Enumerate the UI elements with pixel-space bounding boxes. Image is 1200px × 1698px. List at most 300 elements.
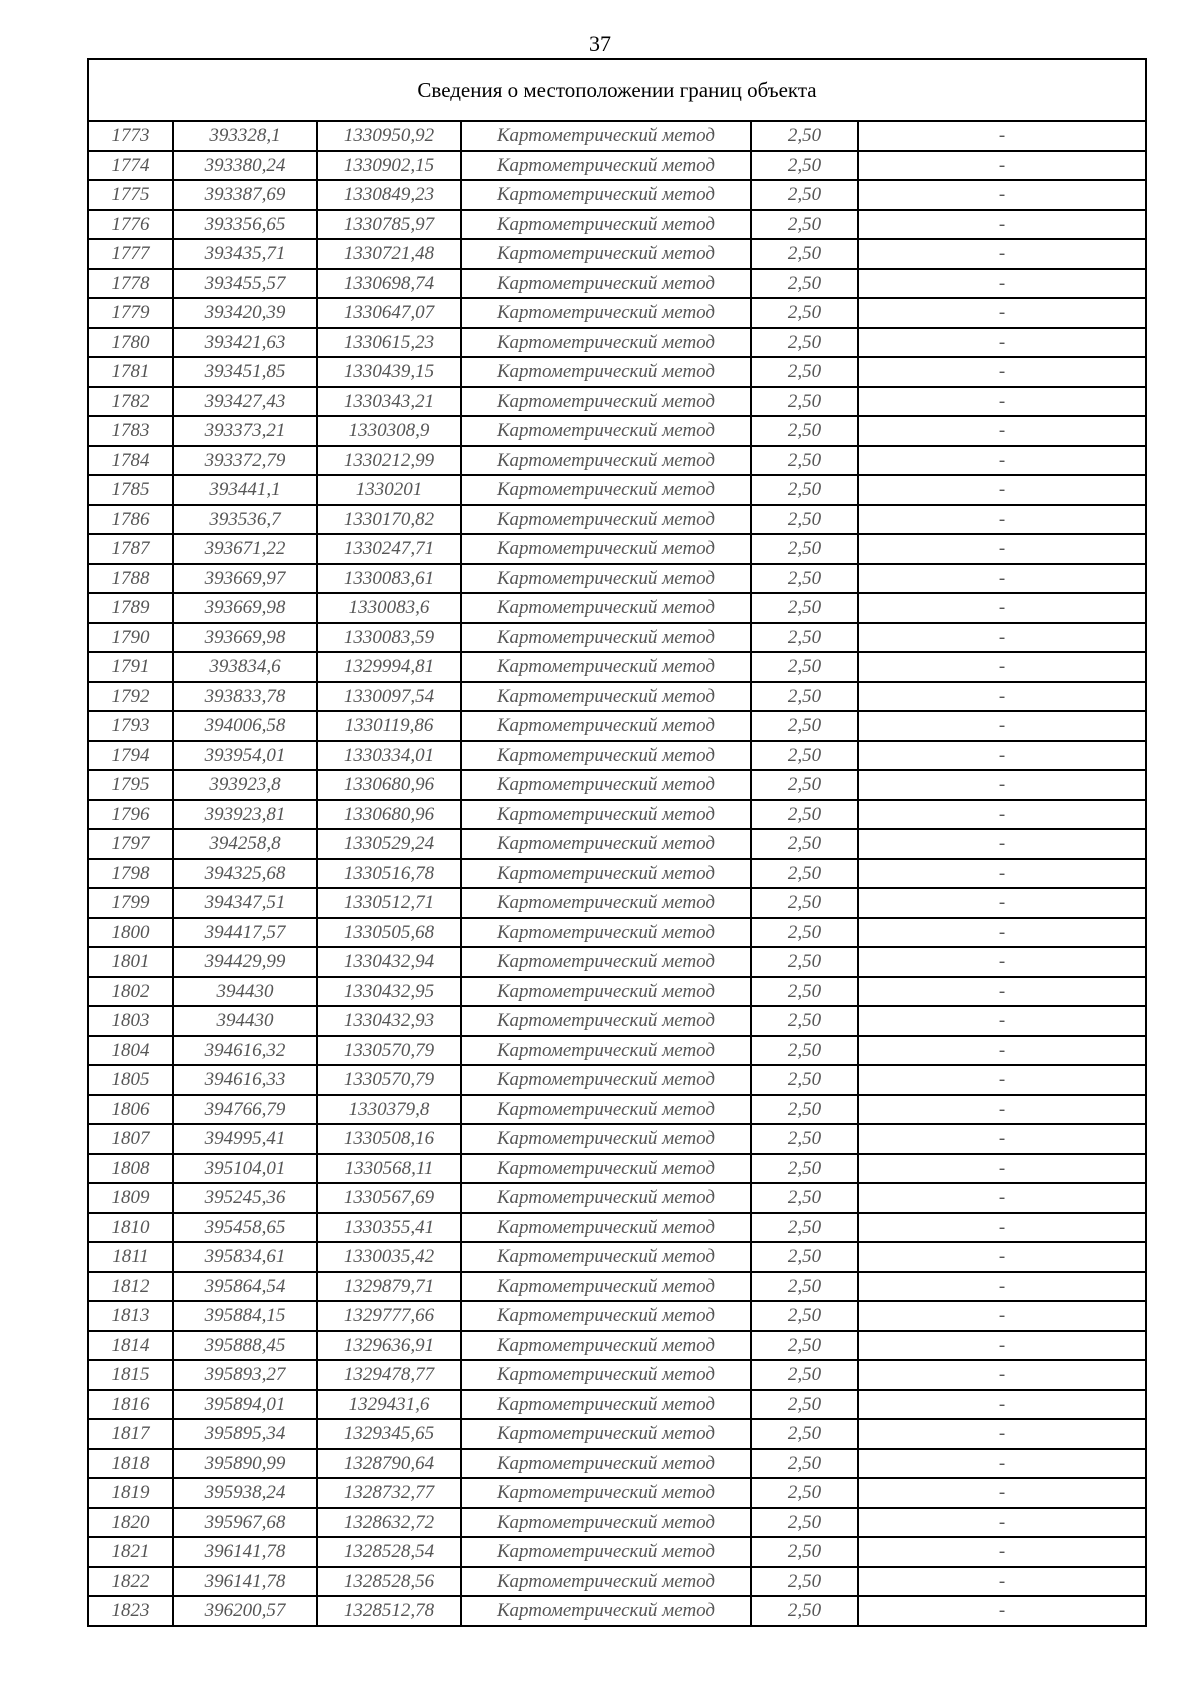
description-cell: -	[858, 387, 1145, 417]
accuracy-cell: 2,50	[751, 1095, 858, 1125]
method-cell: Картометрический метод	[461, 947, 751, 977]
point-number-cell: 1817	[89, 1419, 173, 1449]
x-coordinate-cell: 396200,57	[173, 1596, 317, 1625]
point-number-cell: 1801	[89, 947, 173, 977]
description-cell: -	[858, 947, 1145, 977]
y-coordinate-cell: 1330529,24	[317, 829, 461, 859]
description-cell: -	[858, 564, 1145, 594]
description-cell: -	[858, 1154, 1145, 1184]
accuracy-cell: 2,50	[751, 800, 858, 830]
x-coordinate-cell: 393435,71	[173, 239, 317, 269]
table-row	[89, 357, 1145, 387]
y-coordinate-cell: 1330647,07	[317, 298, 461, 328]
accuracy-cell: 2,50	[751, 475, 858, 505]
description-cell: -	[858, 1272, 1145, 1302]
x-coordinate-cell: 393328,1	[173, 122, 317, 151]
y-coordinate-cell: 1330097,54	[317, 682, 461, 712]
x-coordinate-cell: 395967,68	[173, 1508, 317, 1538]
accuracy-cell: 2,50	[751, 1508, 858, 1538]
description-cell: -	[858, 1036, 1145, 1066]
accuracy-cell: 2,50	[751, 829, 858, 859]
accuracy-cell: 2,50	[751, 977, 858, 1007]
description-cell: -	[858, 770, 1145, 800]
y-coordinate-cell: 1330615,23	[317, 328, 461, 358]
table-row	[89, 1213, 1145, 1243]
description-cell: -	[858, 416, 1145, 446]
point-number-cell: 1819	[89, 1478, 173, 1508]
point-number-cell: 1821	[89, 1537, 173, 1567]
method-cell: Картометрический метод	[461, 1537, 751, 1567]
x-coordinate-cell: 394429,99	[173, 947, 317, 977]
x-coordinate-cell: 393671,22	[173, 534, 317, 564]
accuracy-cell: 2,50	[751, 1154, 858, 1184]
table-row	[89, 1065, 1145, 1095]
table-row	[89, 269, 1145, 299]
accuracy-cell: 2,50	[751, 1124, 858, 1154]
table-row	[89, 564, 1145, 594]
y-coordinate-cell: 1330698,74	[317, 269, 461, 299]
table-row	[89, 623, 1145, 653]
method-cell: Картометрический метод	[461, 357, 751, 387]
x-coordinate-cell: 393441,1	[173, 475, 317, 505]
table-row	[89, 180, 1145, 210]
x-coordinate-cell: 394325,68	[173, 859, 317, 889]
x-coordinate-cell: 395245,36	[173, 1183, 317, 1213]
y-coordinate-cell: 1330035,42	[317, 1242, 461, 1272]
accuracy-cell: 2,50	[751, 1301, 858, 1331]
y-coordinate-cell: 1330083,59	[317, 623, 461, 653]
x-coordinate-cell: 394616,33	[173, 1065, 317, 1095]
point-number-cell: 1818	[89, 1449, 173, 1479]
table-row	[89, 1449, 1145, 1479]
table-row	[89, 652, 1145, 682]
table-row	[89, 977, 1145, 1007]
y-coordinate-cell: 1330119,86	[317, 711, 461, 741]
method-cell: Картометрический метод	[461, 446, 751, 476]
y-coordinate-cell: 1330680,96	[317, 800, 461, 830]
point-number-cell: 1795	[89, 770, 173, 800]
x-coordinate-cell: 394417,57	[173, 918, 317, 948]
x-coordinate-cell: 393420,39	[173, 298, 317, 328]
y-coordinate-cell: 1330570,79	[317, 1036, 461, 1066]
description-cell: -	[858, 505, 1145, 535]
description-cell: -	[858, 741, 1145, 771]
method-cell: Картометрический метод	[461, 1360, 751, 1390]
description-cell: -	[858, 1537, 1145, 1567]
y-coordinate-cell: 1330083,6	[317, 593, 461, 623]
y-coordinate-cell: 1328512,78	[317, 1596, 461, 1625]
accuracy-cell: 2,50	[751, 682, 858, 712]
description-cell: -	[858, 446, 1145, 476]
point-number-cell: 1779	[89, 298, 173, 328]
point-number-cell: 1775	[89, 180, 173, 210]
x-coordinate-cell: 393923,8	[173, 770, 317, 800]
table-row	[89, 122, 1145, 151]
x-coordinate-cell: 393954,01	[173, 741, 317, 771]
y-coordinate-cell: 1330785,97	[317, 210, 461, 240]
point-number-cell: 1786	[89, 505, 173, 535]
description-cell: -	[858, 1567, 1145, 1597]
description-cell: -	[858, 711, 1145, 741]
method-cell: Картометрический метод	[461, 918, 751, 948]
table-row	[89, 1006, 1145, 1036]
table-row	[89, 1331, 1145, 1361]
method-cell: Картометрический метод	[461, 888, 751, 918]
method-cell: Картометрический метод	[461, 387, 751, 417]
table-row	[89, 741, 1145, 771]
point-number-cell: 1810	[89, 1213, 173, 1243]
description-cell: -	[858, 1331, 1145, 1361]
description-cell: -	[858, 1095, 1145, 1125]
x-coordinate-cell: 393356,65	[173, 210, 317, 240]
accuracy-cell: 2,50	[751, 623, 858, 653]
description-cell: -	[858, 1124, 1145, 1154]
description-cell: -	[858, 1183, 1145, 1213]
y-coordinate-cell: 1328528,56	[317, 1567, 461, 1597]
y-coordinate-cell: 1330308,9	[317, 416, 461, 446]
table-row	[89, 711, 1145, 741]
x-coordinate-cell: 395895,34	[173, 1419, 317, 1449]
point-number-cell: 1812	[89, 1272, 173, 1302]
x-coordinate-cell: 393380,24	[173, 151, 317, 181]
description-cell: -	[858, 1301, 1145, 1331]
y-coordinate-cell: 1330512,71	[317, 888, 461, 918]
accuracy-cell: 2,50	[751, 564, 858, 594]
accuracy-cell: 2,50	[751, 151, 858, 181]
table-row	[89, 1154, 1145, 1184]
y-coordinate-cell: 1330432,94	[317, 947, 461, 977]
method-cell: Картометрический метод	[461, 1213, 751, 1243]
description-cell: -	[858, 357, 1145, 387]
x-coordinate-cell: 393373,21	[173, 416, 317, 446]
method-cell: Картометрический метод	[461, 682, 751, 712]
description-cell: -	[858, 1006, 1145, 1036]
x-coordinate-cell: 393833,78	[173, 682, 317, 712]
method-cell: Картометрический метод	[461, 711, 751, 741]
point-number-cell: 1780	[89, 328, 173, 358]
x-coordinate-cell: 396141,78	[173, 1567, 317, 1597]
description-cell: -	[858, 151, 1145, 181]
table-row	[89, 416, 1145, 446]
y-coordinate-cell: 1330849,23	[317, 180, 461, 210]
accuracy-cell: 2,50	[751, 446, 858, 476]
method-cell: Картометрический метод	[461, 829, 751, 859]
y-coordinate-cell: 1330247,71	[317, 534, 461, 564]
method-cell: Картометрический метод	[461, 1242, 751, 1272]
accuracy-cell: 2,50	[751, 416, 858, 446]
accuracy-cell: 2,50	[751, 534, 858, 564]
method-cell: Картометрический метод	[461, 652, 751, 682]
description-cell: -	[858, 1419, 1145, 1449]
accuracy-cell: 2,50	[751, 918, 858, 948]
method-cell: Картометрический метод	[461, 1006, 751, 1036]
description-cell: -	[858, 1478, 1145, 1508]
table-row	[89, 1596, 1145, 1625]
accuracy-cell: 2,50	[751, 210, 858, 240]
y-coordinate-cell: 1330505,68	[317, 918, 461, 948]
description-cell: -	[858, 210, 1145, 240]
point-number-cell: 1822	[89, 1567, 173, 1597]
table-row	[89, 682, 1145, 712]
method-cell: Картометрический метод	[461, 859, 751, 889]
y-coordinate-cell: 1330379,8	[317, 1095, 461, 1125]
accuracy-cell: 2,50	[751, 1006, 858, 1036]
x-coordinate-cell: 393427,43	[173, 387, 317, 417]
point-number-cell: 1799	[89, 888, 173, 918]
accuracy-cell: 2,50	[751, 770, 858, 800]
y-coordinate-cell: 1328528,54	[317, 1537, 461, 1567]
accuracy-cell: 2,50	[751, 357, 858, 387]
table-row	[89, 1478, 1145, 1508]
x-coordinate-cell: 393372,79	[173, 446, 317, 476]
table-row	[89, 534, 1145, 564]
point-number-cell: 1806	[89, 1095, 173, 1125]
accuracy-cell: 2,50	[751, 298, 858, 328]
table-row	[89, 800, 1145, 830]
description-cell: -	[858, 888, 1145, 918]
point-number-cell: 1785	[89, 475, 173, 505]
point-number-cell: 1787	[89, 534, 173, 564]
description-cell: -	[858, 623, 1145, 653]
accuracy-cell: 2,50	[751, 1596, 858, 1625]
table-row	[89, 1419, 1145, 1449]
y-coordinate-cell: 1330343,21	[317, 387, 461, 417]
table-row	[89, 1183, 1145, 1213]
accuracy-cell: 2,50	[751, 387, 858, 417]
accuracy-cell: 2,50	[751, 1242, 858, 1272]
table-row	[89, 1095, 1145, 1125]
accuracy-cell: 2,50	[751, 1036, 858, 1066]
method-cell: Картометрический метод	[461, 1449, 751, 1479]
point-number-cell: 1781	[89, 357, 173, 387]
point-number-cell: 1788	[89, 564, 173, 594]
accuracy-cell: 2,50	[751, 1331, 858, 1361]
description-cell: -	[858, 918, 1145, 948]
y-coordinate-cell: 1329478,77	[317, 1360, 461, 1390]
method-cell: Картометрический метод	[461, 269, 751, 299]
description-cell: -	[858, 328, 1145, 358]
y-coordinate-cell: 1328790,64	[317, 1449, 461, 1479]
accuracy-cell: 2,50	[751, 859, 858, 889]
accuracy-cell: 2,50	[751, 180, 858, 210]
accuracy-cell: 2,50	[751, 1567, 858, 1597]
description-cell: -	[858, 1508, 1145, 1538]
description-cell: -	[858, 652, 1145, 682]
accuracy-cell: 2,50	[751, 1478, 858, 1508]
accuracy-cell: 2,50	[751, 593, 858, 623]
method-cell: Картометрический метод	[461, 1331, 751, 1361]
method-cell: Картометрический метод	[461, 1478, 751, 1508]
table-row	[89, 770, 1145, 800]
description-cell: -	[858, 593, 1145, 623]
y-coordinate-cell: 1329994,81	[317, 652, 461, 682]
description-cell: -	[858, 269, 1145, 299]
accuracy-cell: 2,50	[751, 888, 858, 918]
x-coordinate-cell: 395864,54	[173, 1272, 317, 1302]
y-coordinate-cell: 1330334,01	[317, 741, 461, 771]
point-number-cell: 1797	[89, 829, 173, 859]
y-coordinate-cell: 1330568,11	[317, 1154, 461, 1184]
table-row	[89, 446, 1145, 476]
x-coordinate-cell: 394616,32	[173, 1036, 317, 1066]
x-coordinate-cell: 394430	[173, 1006, 317, 1036]
point-number-cell: 1792	[89, 682, 173, 712]
point-number-cell: 1798	[89, 859, 173, 889]
accuracy-cell: 2,50	[751, 1419, 858, 1449]
x-coordinate-cell: 394766,79	[173, 1095, 317, 1125]
accuracy-cell: 2,50	[751, 328, 858, 358]
point-number-cell: 1794	[89, 741, 173, 771]
description-cell: -	[858, 1449, 1145, 1479]
method-cell: Картометрический метод	[461, 1183, 751, 1213]
point-number-cell: 1802	[89, 977, 173, 1007]
accuracy-cell: 2,50	[751, 711, 858, 741]
description-cell: -	[858, 1213, 1145, 1243]
table-row	[89, 859, 1145, 889]
table-row	[89, 1537, 1145, 1567]
description-cell: -	[858, 1390, 1145, 1420]
y-coordinate-cell: 1330439,15	[317, 357, 461, 387]
description-cell: -	[858, 829, 1145, 859]
coordinates-table	[89, 122, 1145, 1625]
description-cell: -	[858, 1065, 1145, 1095]
description-cell: -	[858, 1360, 1145, 1390]
point-number-cell: 1811	[89, 1242, 173, 1272]
y-coordinate-cell: 1330680,96	[317, 770, 461, 800]
method-cell: Картометрический метод	[461, 977, 751, 1007]
point-number-cell: 1814	[89, 1331, 173, 1361]
y-coordinate-cell: 1330902,15	[317, 151, 461, 181]
method-cell: Картометрический метод	[461, 328, 751, 358]
method-cell: Картометрический метод	[461, 1508, 751, 1538]
point-number-cell: 1789	[89, 593, 173, 623]
table-row	[89, 1301, 1145, 1331]
description-cell: -	[858, 239, 1145, 269]
method-cell: Картометрический метод	[461, 1065, 751, 1095]
accuracy-cell: 2,50	[751, 741, 858, 771]
point-number-cell: 1774	[89, 151, 173, 181]
x-coordinate-cell: 395884,15	[173, 1301, 317, 1331]
method-cell: Картометрический метод	[461, 416, 751, 446]
point-number-cell: 1804	[89, 1036, 173, 1066]
accuracy-cell: 2,50	[751, 269, 858, 299]
method-cell: Картометрический метод	[461, 1154, 751, 1184]
x-coordinate-cell: 395888,45	[173, 1331, 317, 1361]
boundary-table-frame	[87, 58, 1147, 1627]
table-row	[89, 829, 1145, 859]
y-coordinate-cell: 1328632,72	[317, 1508, 461, 1538]
x-coordinate-cell: 395834,61	[173, 1242, 317, 1272]
point-number-cell: 1796	[89, 800, 173, 830]
description-cell: -	[858, 859, 1145, 889]
method-cell: Картометрический метод	[461, 1567, 751, 1597]
description-cell: -	[858, 682, 1145, 712]
method-cell: Картометрический метод	[461, 623, 751, 653]
x-coordinate-cell: 394430	[173, 977, 317, 1007]
accuracy-cell: 2,50	[751, 505, 858, 535]
x-coordinate-cell: 393669,98	[173, 623, 317, 653]
method-cell: Картометрический метод	[461, 505, 751, 535]
method-cell: Картометрический метод	[461, 1596, 751, 1625]
point-number-cell: 1820	[89, 1508, 173, 1538]
coordinates-table-body	[89, 122, 1145, 1625]
point-number-cell: 1816	[89, 1390, 173, 1420]
description-cell: -	[858, 800, 1145, 830]
method-cell: Картометрический метод	[461, 475, 751, 505]
y-coordinate-cell: 1330170,82	[317, 505, 461, 535]
accuracy-cell: 2,50	[751, 1390, 858, 1420]
point-number-cell: 1807	[89, 1124, 173, 1154]
x-coordinate-cell: 395458,65	[173, 1213, 317, 1243]
table-row	[89, 1567, 1145, 1597]
x-coordinate-cell: 393669,98	[173, 593, 317, 623]
table-row	[89, 1036, 1145, 1066]
accuracy-cell: 2,50	[751, 1537, 858, 1567]
method-cell: Картометрический метод	[461, 534, 751, 564]
description-cell: -	[858, 1242, 1145, 1272]
y-coordinate-cell: 1329777,66	[317, 1301, 461, 1331]
x-coordinate-cell: 396141,78	[173, 1537, 317, 1567]
x-coordinate-cell: 395938,24	[173, 1478, 317, 1508]
y-coordinate-cell: 1329636,91	[317, 1331, 461, 1361]
accuracy-cell: 2,50	[751, 122, 858, 151]
point-number-cell: 1808	[89, 1154, 173, 1184]
x-coordinate-cell: 393669,97	[173, 564, 317, 594]
y-coordinate-cell: 1329345,65	[317, 1419, 461, 1449]
point-number-cell: 1773	[89, 122, 173, 151]
point-number-cell: 1815	[89, 1360, 173, 1390]
y-coordinate-cell: 1330508,16	[317, 1124, 461, 1154]
y-coordinate-cell: 1330950,92	[317, 122, 461, 151]
accuracy-cell: 2,50	[751, 1449, 858, 1479]
table-row	[89, 918, 1145, 948]
point-number-cell: 1823	[89, 1596, 173, 1625]
method-cell: Картометрический метод	[461, 800, 751, 830]
y-coordinate-cell: 1330355,41	[317, 1213, 461, 1243]
method-cell: Картометрический метод	[461, 1124, 751, 1154]
x-coordinate-cell: 393536,7	[173, 505, 317, 535]
point-number-cell: 1803	[89, 1006, 173, 1036]
method-cell: Картометрический метод	[461, 239, 751, 269]
point-number-cell: 1800	[89, 918, 173, 948]
point-number-cell: 1778	[89, 269, 173, 299]
method-cell: Картометрический метод	[461, 210, 751, 240]
x-coordinate-cell: 393455,57	[173, 269, 317, 299]
description-cell: -	[858, 534, 1145, 564]
accuracy-cell: 2,50	[751, 1360, 858, 1390]
method-cell: Картометрический метод	[461, 593, 751, 623]
table-row	[89, 505, 1145, 535]
point-number-cell: 1793	[89, 711, 173, 741]
x-coordinate-cell: 395104,01	[173, 1154, 317, 1184]
table-row	[89, 151, 1145, 181]
x-coordinate-cell: 394006,58	[173, 711, 317, 741]
y-coordinate-cell: 1330570,79	[317, 1065, 461, 1095]
y-coordinate-cell: 1330567,69	[317, 1183, 461, 1213]
point-number-cell: 1782	[89, 387, 173, 417]
y-coordinate-cell: 1330432,93	[317, 1006, 461, 1036]
table-row	[89, 1360, 1145, 1390]
description-cell: -	[858, 298, 1145, 328]
table-row	[89, 593, 1145, 623]
x-coordinate-cell: 394258,8	[173, 829, 317, 859]
method-cell: Картометрический метод	[461, 151, 751, 181]
method-cell: Картометрический метод	[461, 770, 751, 800]
x-coordinate-cell: 394995,41	[173, 1124, 317, 1154]
description-cell: -	[858, 122, 1145, 151]
x-coordinate-cell: 394347,51	[173, 888, 317, 918]
y-coordinate-cell: 1328732,77	[317, 1478, 461, 1508]
